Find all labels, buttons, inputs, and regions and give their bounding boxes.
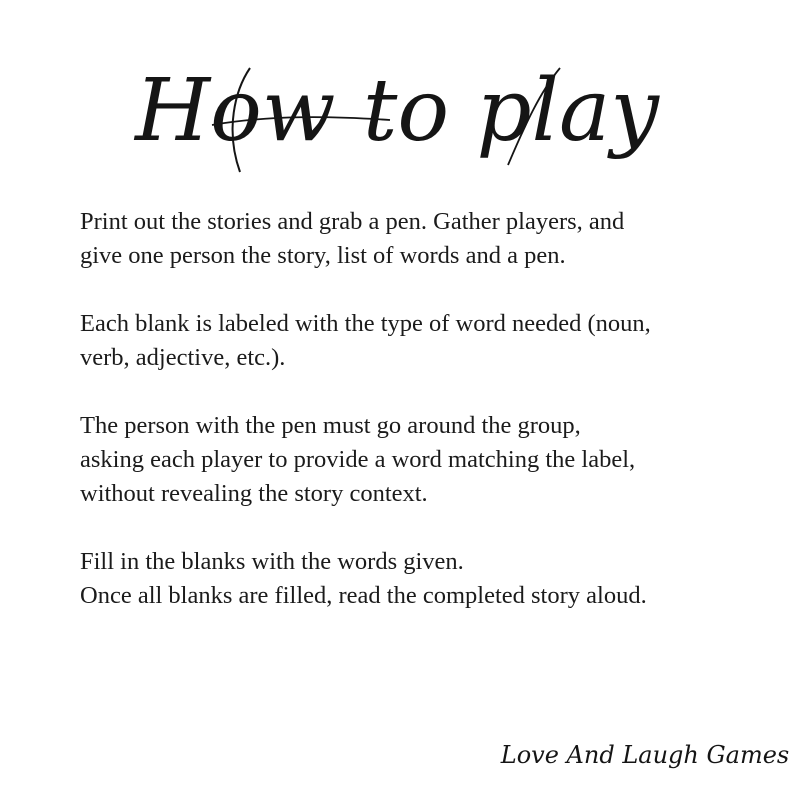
instruction-line: without revealing the story context. <box>80 480 428 507</box>
instruction-paragraph <box>80 307 760 375</box>
instruction-paragraph <box>80 409 760 511</box>
how-to-play-title <box>0 0 794 210</box>
instruction-paragraph <box>80 205 760 273</box>
title-script-svg <box>0 0 794 210</box>
instruction-line: The person with the pen must go around the group, <box>80 412 581 439</box>
instruction-line: Once all blanks are filled, read the completed story aloud. <box>80 582 647 609</box>
title-text: How to play <box>135 61 659 161</box>
instruction-line: give one person the story, list of words and a pen. <box>80 242 566 269</box>
brand-text: Love And Laugh Games <box>500 741 790 769</box>
brand-script-svg <box>500 725 790 780</box>
instructions <box>80 205 760 613</box>
instruction-line: verb, adjective, etc.). <box>80 344 286 371</box>
instruction-line: Each blank is labeled with the type of word needed (noun, <box>80 310 651 337</box>
brand-signature <box>500 725 790 780</box>
instruction-line: Fill in the blanks with the words given. <box>80 548 464 575</box>
instruction-paragraph <box>80 545 760 613</box>
instruction-line: Print out the stories and grab a pen. Gather players, and <box>80 208 625 235</box>
instruction-line: asking each player to provide a word matching the label, <box>80 446 636 473</box>
